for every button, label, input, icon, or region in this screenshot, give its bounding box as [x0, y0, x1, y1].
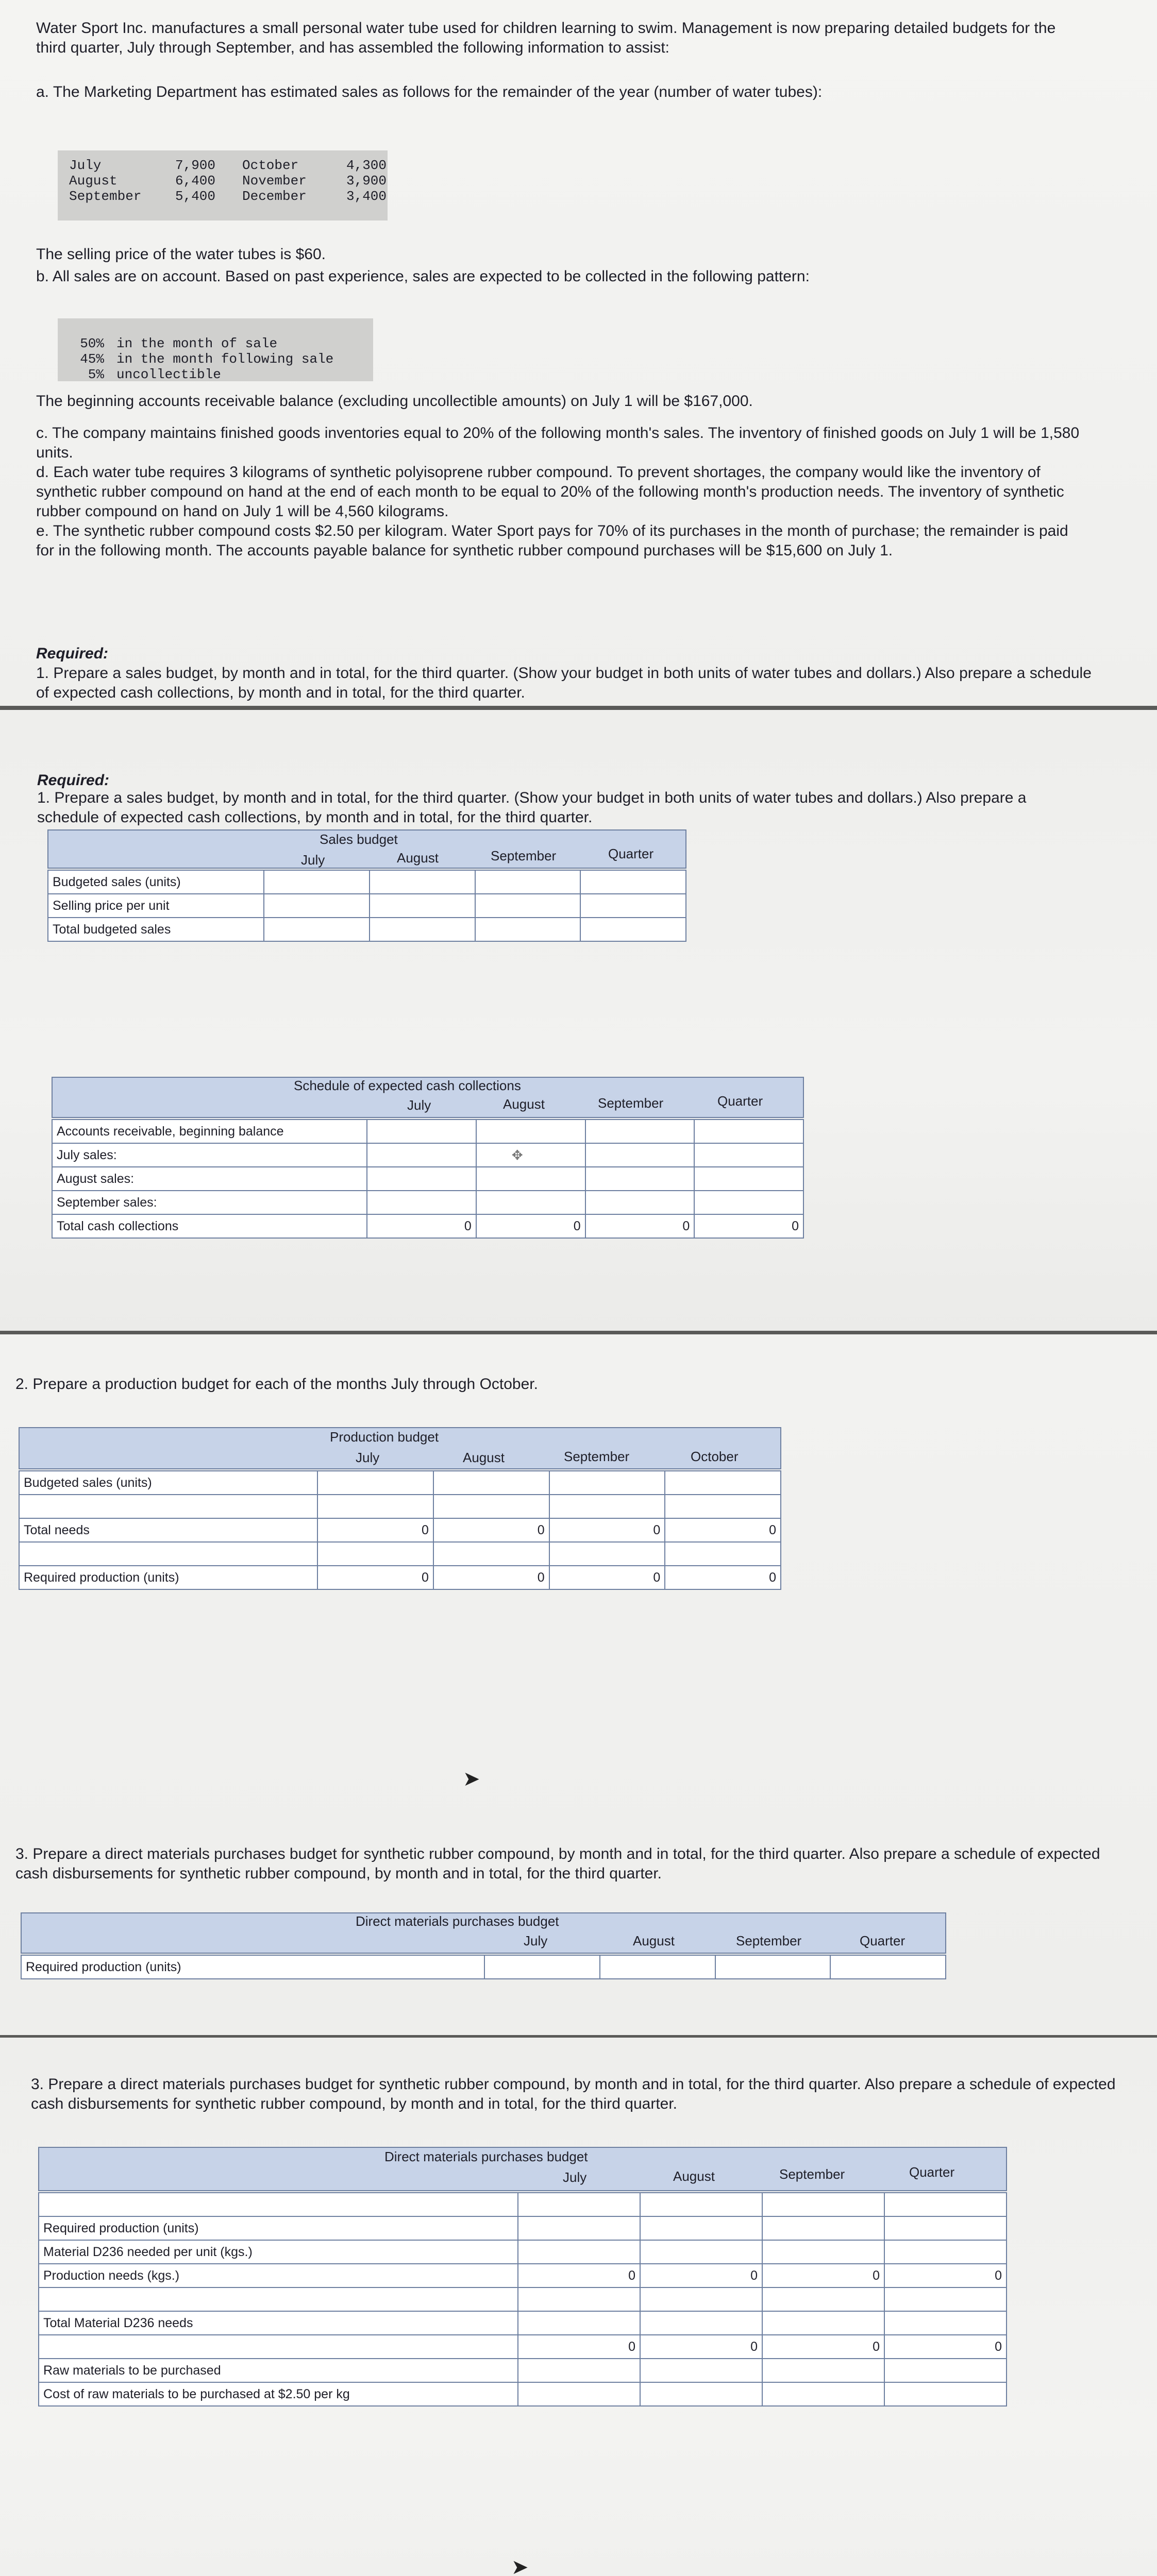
prod-blank-aug[interactable]: [433, 1495, 549, 1518]
coll-input-4-2[interactable]: [476, 1191, 585, 1214]
dm-a-input-jul[interactable]: [484, 1955, 600, 1979]
prod-sales-aug[interactable]: [433, 1471, 549, 1495]
coll-total-july: 0: [367, 1214, 476, 1238]
dm-b-r7-aug[interactable]: [640, 2359, 762, 2382]
sales-input-total-qtr[interactable]: [580, 918, 686, 941]
prod-sales-jul[interactable]: [317, 1471, 433, 1495]
prod-blank2-sep[interactable]: [549, 1542, 665, 1566]
coll-row-label-2: July sales:: [52, 1143, 367, 1167]
coll-row-label-4: September sales:: [52, 1191, 367, 1214]
sales-row-label-2: Selling price per unit: [48, 894, 264, 918]
dm-b-row-label-0[interactable]: [39, 2193, 518, 2216]
pct-desc-3: uncollectible: [116, 367, 221, 382]
prod-blank2-aug[interactable]: [433, 1542, 549, 1566]
dm-b-r7-jul[interactable]: [518, 2359, 640, 2382]
requirement-3-photo: [0, 2038, 1157, 2576]
sales-month-5: November: [242, 173, 307, 189]
collections-title: Schedule of expected cash collections: [294, 1078, 521, 1093]
dm-b-r4-aug[interactable]: [640, 2287, 762, 2311]
prod-blank-sep[interactable]: [549, 1495, 665, 1518]
sales-input-price-jul[interactable]: [264, 894, 370, 918]
dm-b-row-label-4: Total Material D236 needs: [39, 2311, 518, 2335]
prod-col-august: August: [463, 1450, 505, 1465]
prod-required-jul: 0: [317, 1566, 433, 1589]
sales-value-2: 6,400: [175, 173, 216, 189]
prod-row-label-2: Total needs: [19, 1518, 317, 1542]
coll-input-3-3[interactable]: [585, 1167, 695, 1191]
prod-total-needs-jul: 0: [317, 1518, 433, 1542]
coll-row-label-1: Accounts receivable, beginning balance: [52, 1120, 367, 1143]
dm-b-r4-qtr[interactable]: [884, 2287, 1007, 2311]
prod-row-label-1: Budgeted sales (units): [19, 1471, 317, 1495]
dm-b-row-label-1: Required production (units): [39, 2216, 518, 2240]
dm-b-r1-sep[interactable]: [762, 2216, 884, 2240]
coll-input-1-3[interactable]: [585, 1120, 695, 1143]
prod-col-october: October: [691, 1449, 739, 1464]
table-row: [48, 870, 686, 894]
sales-row-label-3: Total budgeted sales: [48, 918, 264, 941]
item-e: e. The synthetic rubber compound costs $2.50 per kilogram. Water Sport pays for 70% of its purchases in the month of purchase; the remainder is paid for in the following month. The accounts payable balance for synthetic rubber compound purchases will be $15,600 on July 1.: [36, 522, 1068, 559]
pct-1: 50%: [80, 336, 104, 351]
dm-b-row-label-2: Material D236 needed per unit (kgs.): [39, 2240, 518, 2264]
dm-b-raw-qtr: 0: [884, 2335, 1007, 2359]
dm-b-r1-aug[interactable]: [640, 2216, 762, 2240]
table-row: [39, 2264, 1007, 2287]
prod-blank-jul[interactable]: [317, 1495, 433, 1518]
table-row: [39, 2359, 1007, 2382]
table-row: [48, 894, 686, 918]
coll-total-august: 0: [476, 1214, 585, 1238]
coll-total-quarter: 0: [694, 1214, 803, 1238]
coll-input-4-4[interactable]: [694, 1191, 803, 1214]
table-row: [52, 1143, 803, 1167]
sales-input-price-sep[interactable]: [475, 894, 581, 918]
sales-value-6: 3,400: [346, 189, 387, 204]
coll-col-quarter: Quarter: [717, 1093, 763, 1109]
sales-month-6: December: [242, 189, 307, 204]
table-row: [39, 2311, 1007, 2335]
dm-b-prodneeds-jul: 0: [518, 2264, 640, 2287]
pct-2: 45%: [80, 351, 104, 367]
requirement-2-photo: [0, 1334, 1157, 2035]
sales-month-1: July: [69, 158, 102, 173]
coll-row-label-3: August sales:: [52, 1167, 367, 1191]
req1-heading: Required:: [37, 772, 110, 789]
prod-blank-label-2[interactable]: [19, 1542, 317, 1566]
sales-col-quarter: Quarter: [608, 846, 654, 861]
dm-b-r0-jul[interactable]: [518, 2193, 640, 2216]
dm-b-blank-label-1[interactable]: [39, 2287, 518, 2311]
sales-value-4: 4,300: [346, 158, 387, 173]
dm-b-r0-sep[interactable]: [762, 2193, 884, 2216]
table-row: [39, 2382, 1007, 2406]
dm-b-raw-jul: 0: [518, 2335, 640, 2359]
sales-value-5: 3,900: [346, 173, 387, 189]
table-row: [52, 1214, 803, 1238]
pct-desc-2: in the month following sale: [116, 351, 334, 367]
pct-desc-1: in the month of sale: [116, 336, 278, 351]
prod-required-aug: 0: [433, 1566, 549, 1589]
sales-budget-title: Sales budget: [320, 832, 398, 847]
table-row: [39, 2335, 1007, 2359]
dm-a-col-quarter: Quarter: [860, 1933, 906, 1948]
dm-title-a: Direct materials purchases budget: [356, 1913, 559, 1929]
sales-input-total-aug[interactable]: [370, 918, 475, 941]
table-row: [19, 1495, 781, 1518]
dm-b-r8-jul[interactable]: [518, 2382, 640, 2406]
sales-input-units-jul[interactable]: [264, 870, 370, 894]
dm-b-col-september: September: [779, 2166, 845, 2182]
table-row: [39, 2287, 1007, 2311]
table-row: [52, 1120, 803, 1143]
selling-price-text: The selling price of the water tubes is $60.: [36, 246, 326, 263]
coll-col-september: September: [598, 1095, 664, 1111]
coll-input-2-3[interactable]: [585, 1143, 695, 1167]
dm-b-r2-qtr[interactable]: [884, 2240, 1007, 2264]
table-row: [19, 1518, 781, 1542]
dm-b-r4-sep[interactable]: [762, 2287, 884, 2311]
req1-text: 1. Prepare a sales budget, by month and in total, for the third quarter. (Show your budget in both units of water tubes and dollars.) Also prepare a schedule of expected cash collections, by month and in total, for the third quarter.: [37, 789, 1027, 826]
prod-required-oct: 0: [665, 1566, 781, 1589]
mouse-pointer-icon: ➤: [463, 1768, 480, 1790]
dm-table-a: [21, 1955, 946, 1979]
prod-total-needs-sep: 0: [549, 1518, 665, 1542]
collections-table: [52, 1119, 804, 1239]
sales-value-3: 5,400: [175, 189, 216, 204]
dm-b-prodneeds-qtr: 0: [884, 2264, 1007, 2287]
dm-b-row-label-3: Production needs (kgs.): [39, 2264, 518, 2287]
dm-a-input-sep[interactable]: [715, 1955, 831, 1979]
production-title: Production budget: [330, 1429, 439, 1445]
prod-required-sep: 0: [549, 1566, 665, 1589]
sales-col-july: July: [301, 852, 325, 868]
sales-month-4: October: [242, 158, 299, 173]
req3-text-a: 3. Prepare a direct materials purchases budget for synthetic rubber compound, by month and in total, for the third quarter. Also prepare a schedule of expected cash disbursements for synthetic rubber compound, by month and in total, for the third quarter.: [15, 1845, 1100, 1882]
dm-b-row-label-5: Raw materials to be purchased: [39, 2359, 518, 2382]
dm-b-col-quarter: Quarter: [909, 2164, 955, 2180]
table-row: [52, 1191, 803, 1214]
item-d: d. Each water tube requires 3 kilograms of synthetic polyisoprene rubber compound. To prevent shortages, the company would like the inventory of synthetic rubber compound on hand at the end of each month to be equal to 20% of the following month's production needs. The inventory of synthetic rubber compound on hand on July 1 will be 4,560 kilograms.: [36, 464, 1064, 520]
table-row: [19, 1542, 781, 1566]
dm-table-b: [38, 2192, 1007, 2406]
sales-budget-table: [47, 870, 686, 942]
dm-b-r2-aug[interactable]: [640, 2240, 762, 2264]
dm-a-input-aug[interactable]: [600, 1955, 715, 1979]
sales-input-price-aug[interactable]: [370, 894, 475, 918]
table-row: [48, 918, 686, 941]
prod-col-september: September: [564, 1449, 630, 1464]
dm-a-col-september: September: [736, 1933, 802, 1948]
coll-total-september: 0: [585, 1214, 695, 1238]
dm-b-r1-qtr[interactable]: [884, 2216, 1007, 2240]
sales-col-september: September: [491, 848, 557, 863]
dm-b-r4-jul[interactable]: [518, 2287, 640, 2311]
sales-input-units-aug[interactable]: [370, 870, 475, 894]
prod-blank-label-1[interactable]: [19, 1495, 317, 1518]
sales-input-total-jul[interactable]: [264, 918, 370, 941]
intro-paragraph: Water Sport Inc. manufactures a small personal water tube used for children learning to swim. Management is now preparing detailed budgets for the third quarter, July through September, and has assembled the following information to assist:: [36, 20, 1056, 56]
dm-b-r8-aug[interactable]: [640, 2382, 762, 2406]
dm-b-prodneeds-aug: 0: [640, 2264, 762, 2287]
move-cursor-icon: ✥: [511, 1147, 523, 1163]
problem-statement-photo: [0, 0, 1157, 706]
dm-b-r8-qtr[interactable]: [884, 2382, 1007, 2406]
table-row: [39, 2216, 1007, 2240]
sales-month-3: September: [69, 189, 142, 204]
dm-b-r5-qtr[interactable]: [884, 2311, 1007, 2335]
dm-title-b: Direct materials purchases budget: [384, 2149, 588, 2164]
dm-b-r2-sep[interactable]: [762, 2240, 884, 2264]
req2-text: 2. Prepare a production budget for each of the months July through October.: [15, 1376, 538, 1393]
coll-input-2-4[interactable]: [694, 1143, 803, 1167]
item-c: c. The company maintains finished goods inventories equal to 20% of the following month's sales. The inventory of finished goods on July 1 will be 1,580 units.: [36, 425, 1080, 461]
dm-a-col-july: July: [524, 1933, 548, 1948]
dm-b-r0-aug[interactable]: [640, 2193, 762, 2216]
coll-input-3-4[interactable]: [694, 1167, 803, 1191]
coll-input-3-2[interactable]: [476, 1167, 585, 1191]
sales-row-label-1: Budgeted sales (units): [48, 870, 264, 894]
prod-blank-oct[interactable]: [665, 1495, 781, 1518]
dm-b-r5-aug[interactable]: [640, 2311, 762, 2335]
prod-blank2-jul[interactable]: [317, 1542, 433, 1566]
prod-blank2-oct[interactable]: [665, 1542, 781, 1566]
dm-b-r8-sep[interactable]: [762, 2382, 884, 2406]
required-heading: Required:: [36, 645, 109, 662]
coll-input-1-2[interactable]: [476, 1120, 585, 1143]
table-row: [21, 1955, 946, 1979]
item-a: a. The Marketing Department has estimated sales as follows for the remainder of the year (number of water tubes):: [36, 83, 823, 100]
sales-value-1: 7,900: [175, 158, 216, 173]
ar-balance-text: The beginning accounts receivable balance (excluding uncollectible amounts) on July 1 will be $167,000.: [36, 393, 753, 410]
item-b: b. All sales are on account. Based on past experience, sales are expected to be collected in the following pattern:: [36, 268, 810, 285]
coll-row-label-5: Total cash collections: [52, 1214, 367, 1238]
coll-col-august: August: [503, 1096, 545, 1112]
pct-3: 5%: [88, 367, 104, 382]
prod-row-label-3: Required production (units): [19, 1566, 317, 1589]
production-table: [19, 1470, 781, 1590]
table-row: [39, 2193, 1007, 2216]
prod-sales-oct[interactable]: [665, 1471, 781, 1495]
dm-b-r2-jul[interactable]: [518, 2240, 640, 2264]
coll-input-2-2[interactable]: [476, 1143, 585, 1167]
dm-b-r7-sep[interactable]: [762, 2359, 884, 2382]
dm-a-col-august: August: [633, 1933, 675, 1948]
mouse-pointer-icon: ➤: [511, 2556, 529, 2576]
sales-input-total-sep[interactable]: [475, 918, 581, 941]
dm-a-row-label-1: Required production (units): [21, 1955, 484, 1979]
dm-b-raw-sep: 0: [762, 2335, 884, 2359]
sales-col-august: August: [397, 850, 439, 866]
dm-b-r1-jul[interactable]: [518, 2216, 640, 2240]
dm-b-col-july: July: [563, 2170, 587, 2185]
dm-b-col-august: August: [673, 2168, 715, 2184]
table-row: [52, 1167, 803, 1191]
coll-input-1-1[interactable]: [367, 1120, 476, 1143]
sales-input-units-sep[interactable]: [475, 870, 581, 894]
prod-col-july: July: [356, 1450, 380, 1465]
sales-input-units-qtr[interactable]: [580, 870, 686, 894]
dm-b-prodneeds-sep: 0: [762, 2264, 884, 2287]
req3-text-b: 3. Prepare a direct materials purchases budget for synthetic rubber compound, by month and in total, for the third quarter. Also prepare a schedule of expected cash disbursements for synthetic rubber compound, by month and in total, for the third quarter.: [31, 2076, 1116, 2112]
sales-month-2: August: [69, 173, 118, 189]
dm-b-r7-qtr[interactable]: [884, 2359, 1007, 2382]
prod-total-needs-oct: 0: [665, 1518, 781, 1542]
dm-b-r5-sep[interactable]: [762, 2311, 884, 2335]
required-1-text: 1. Prepare a sales budget, by month and in total, for the third quarter. (Show your budget in both units of water tubes and dollars.) Also prepare a schedule of expected cash collections, by month and in total, for the third quarter.: [36, 665, 1092, 701]
dm-b-r5-jul[interactable]: [518, 2311, 640, 2335]
table-row: [39, 2240, 1007, 2264]
prod-sales-sep[interactable]: [549, 1471, 665, 1495]
table-row: [19, 1566, 781, 1589]
coll-input-2-1[interactable]: [367, 1143, 476, 1167]
coll-input-1-4[interactable]: [694, 1120, 803, 1143]
table-row: [19, 1471, 781, 1495]
prod-total-needs-aug: 0: [433, 1518, 549, 1542]
requirement-1-photo: [0, 710, 1157, 1331]
dm-b-raw-aug: 0: [640, 2335, 762, 2359]
dm-b-r0-qtr[interactable]: [884, 2193, 1007, 2216]
dm-a-input-qtr[interactable]: [830, 1955, 946, 1979]
coll-input-4-1[interactable]: [367, 1191, 476, 1214]
sales-input-price-qtr[interactable]: [580, 894, 686, 918]
dm-b-blank-label-2[interactable]: [39, 2335, 518, 2359]
coll-input-4-3[interactable]: [585, 1191, 695, 1214]
dm-b-row-label-6: Cost of raw materials to be purchased at $2.50 per kg: [39, 2382, 518, 2406]
coll-input-3-1[interactable]: [367, 1167, 476, 1191]
coll-col-july: July: [407, 1097, 431, 1113]
